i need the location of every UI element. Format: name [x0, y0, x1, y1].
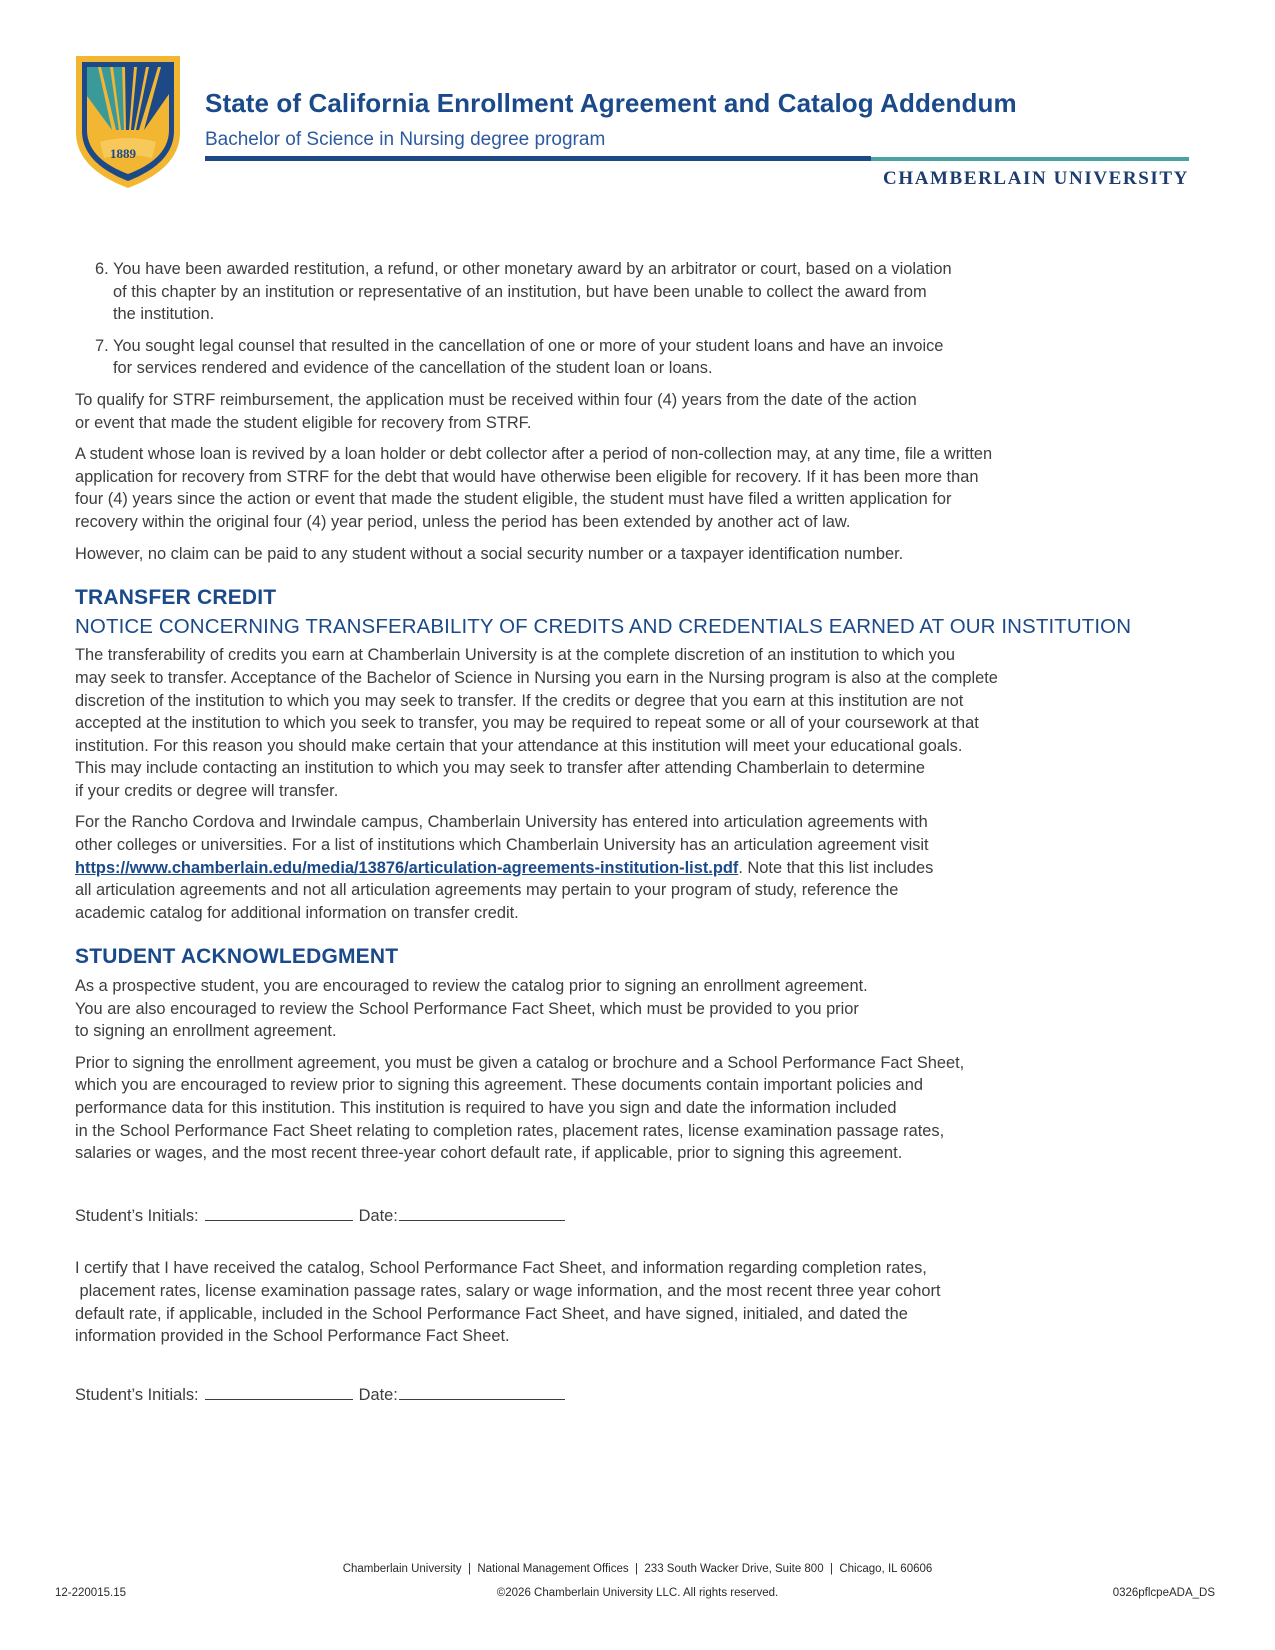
text-line: I certify that I have received the catalog, School Performance Fact Sheet, and information regarding completion rates, [75, 1259, 927, 1278]
initials-label: Student’s Initials: [75, 1385, 199, 1404]
text-line: of this chapter by an institution or representative of an institution, but have been unable to collect the award from [113, 282, 927, 301]
date-field[interactable] [399, 1384, 565, 1400]
text-line: to signing an enrollment agreement. [75, 1022, 337, 1041]
text-line: placement rates, license examination passage rates, salary or wage information, and the most recent three year cohort [75, 1281, 941, 1300]
signature-row-2 [75, 1384, 1205, 1407]
strf-timeline-paragraph [75, 389, 1205, 434]
fact-sheet-paragraph [75, 1052, 1205, 1165]
text-line: which you are encouraged to review prior to signing this agreement. These documents contain important policies and [75, 1076, 923, 1095]
footer-address: Chamberlain University | National Management Offices | 233 South Wacker Drive, Suite 800 | Chicago, IL 60606 [342, 1563, 933, 1575]
header-rule-teal [871, 157, 1189, 161]
text-line: As a prospective student, you are encouraged to review the catalog prior to signing an enrollment agreement. [75, 977, 868, 996]
text-line: Prior to signing the enrollment agreement, you must be given a catalog or brochure and a School Performance Fact Sheet, [75, 1053, 965, 1072]
date-label: Date: [358, 1385, 398, 1404]
strf-revived-loan-paragraph [75, 443, 1205, 533]
text-line: You are also encouraged to review the School Performance Fact Sheet, which must be provided to you prior [75, 999, 859, 1018]
articulation-agreements-link[interactable]: https://www.chamberlain.edu/media/13876/articulation-agreements-institution-list.pdf [75, 858, 739, 877]
date-field[interactable] [399, 1205, 565, 1221]
student-acknowledgment-heading: STUDENT ACKNOWLEDGMENT [75, 945, 399, 969]
strf-ssn-paragraph [75, 543, 1205, 566]
text-line [75, 857, 1205, 880]
text-line: for services rendered and evidence of the cancellation of the student loan or loans. [113, 359, 713, 378]
text-line: To qualify for STRF reimbursement, the application must be received within four (4) years from the date of the action [75, 390, 917, 409]
text-line: However, no claim can be paid to any student without a social security number or a taxpayer identification number. [75, 544, 904, 563]
transfer-credit-heading: TRANSFER CREDIT [75, 586, 277, 610]
transferability-paragraph [75, 644, 1205, 802]
link-trailing-text: . Note that this list includes [738, 858, 934, 877]
text-line: For the Rancho Cordova and Irwindale campus, Chamberlain University has entered into articulation agreements with [75, 813, 928, 832]
university-wordmark: CHAMBERLAIN UNIVERSITY [883, 168, 1189, 189]
articulation-paragraph [75, 811, 1205, 924]
list-item [75, 258, 1205, 326]
footer-document-number: 12-220015.15 [55, 1587, 126, 1599]
text-line: default rate, if applicable, included in the School Performance Fact Sheet, and have signed, initialed, and dated the [75, 1304, 908, 1323]
text-line: A student whose loan is revived by a loan holder or debt collector after a period of non-collection may, at any time, file a written [75, 445, 993, 464]
text-line: in the School Performance Fact Sheet relating to completion rates, placement rates, license examination passage rates, [75, 1121, 945, 1140]
initials-field[interactable] [205, 1205, 353, 1221]
university-crest-icon [72, 54, 184, 190]
text-line: academic catalog for additional information on transfer credit. [75, 903, 519, 922]
text-line: The transferability of credits you earn at Chamberlain University is at the complete discretion of an institution to which you [75, 646, 956, 665]
text-line: discretion of the institution to which you may seek to transfer. If the credits or degree that you earn at this institution are not [75, 691, 964, 710]
signature-row-1 [75, 1205, 1205, 1228]
text-line: the institution. [113, 305, 215, 324]
text-line: recovery within the original four (4) year period, unless the period has been extended by another act of law. [75, 512, 851, 531]
initials-field[interactable] [205, 1384, 353, 1400]
initials-label: Student’s Initials: [75, 1206, 199, 1225]
text-line: institution. For this reason you should make certain that your attendance at this institution will meet your educational goals. [75, 736, 963, 755]
text-line: accepted at the institution to which you seek to transfer, you may be required to repeat some or all of your coursework at that [75, 714, 979, 733]
list-number: 6. [95, 260, 109, 278]
text-line: application for recovery from STRF for the debt that would have otherwise been eligible for recovery. If it has been more than [75, 467, 979, 486]
text-line: You have been awarded restitution, a refund, or other monetary award by an arbitrator or court, based on a violation [113, 260, 952, 278]
list-number: 7. [95, 336, 109, 355]
text-line: four (4) years since the action or event that made the student eligible, the student must have filed a written application for [75, 490, 952, 509]
document-subtitle: Bachelor of Science in Nursing degree program [205, 129, 606, 150]
text-line: all articulation agreements and not all articulation agreements may pertain to your program of study, reference the [75, 881, 899, 900]
document-body [75, 258, 1205, 1436]
date-label: Date: [358, 1206, 398, 1225]
text-line: if your credits or degree will transfer. [75, 781, 339, 800]
text-line: salaries or wages, and the most recent three-year cohort default rate, if applicable, prior to signing this agreement. [75, 1144, 903, 1163]
certification-paragraph [75, 1257, 1205, 1347]
header-rule-blue [205, 156, 871, 161]
text-line: performance data for this institution. This institution is required to have you sign and date the information included [75, 1099, 897, 1117]
text-line: You sought legal counsel that resulted in the cancellation of one or more of your student loans and have an invoice [113, 336, 944, 355]
text-line: other colleges or universities. For a list of institutions which Chamberlain University has an articulation agreement visit [75, 836, 929, 855]
transferability-notice-heading: NOTICE CONCERNING TRANSFERABILITY OF CREDITS AND CREDENTIALS EARNED AT OUR INSTITUTION [75, 614, 1132, 638]
crest-year: 1889 [110, 146, 136, 161]
document-title: State of California Enrollment Agreement and Catalog Addendum [205, 88, 1017, 118]
footer-copyright: ©2026 Chamberlain University LLC. All rights reserved. [496, 1587, 779, 1599]
text-line: may seek to transfer. Acceptance of the Bachelor of Science in Nursing you earn in the Nursing program is also at the complete [75, 668, 998, 687]
catalog-review-paragraph [75, 975, 1205, 1043]
text-line: or event that made the student eligible for recovery from STRF. [75, 413, 532, 432]
footer-code: 0326pflcpeADA_DS [1112, 1587, 1215, 1599]
text-line: information provided in the School Performance Fact Sheet. [75, 1327, 510, 1346]
text-line: This may include contacting an institution to which you may seek to transfer after attending Chamberlain to determine [75, 759, 926, 778]
list-item [75, 335, 1205, 380]
